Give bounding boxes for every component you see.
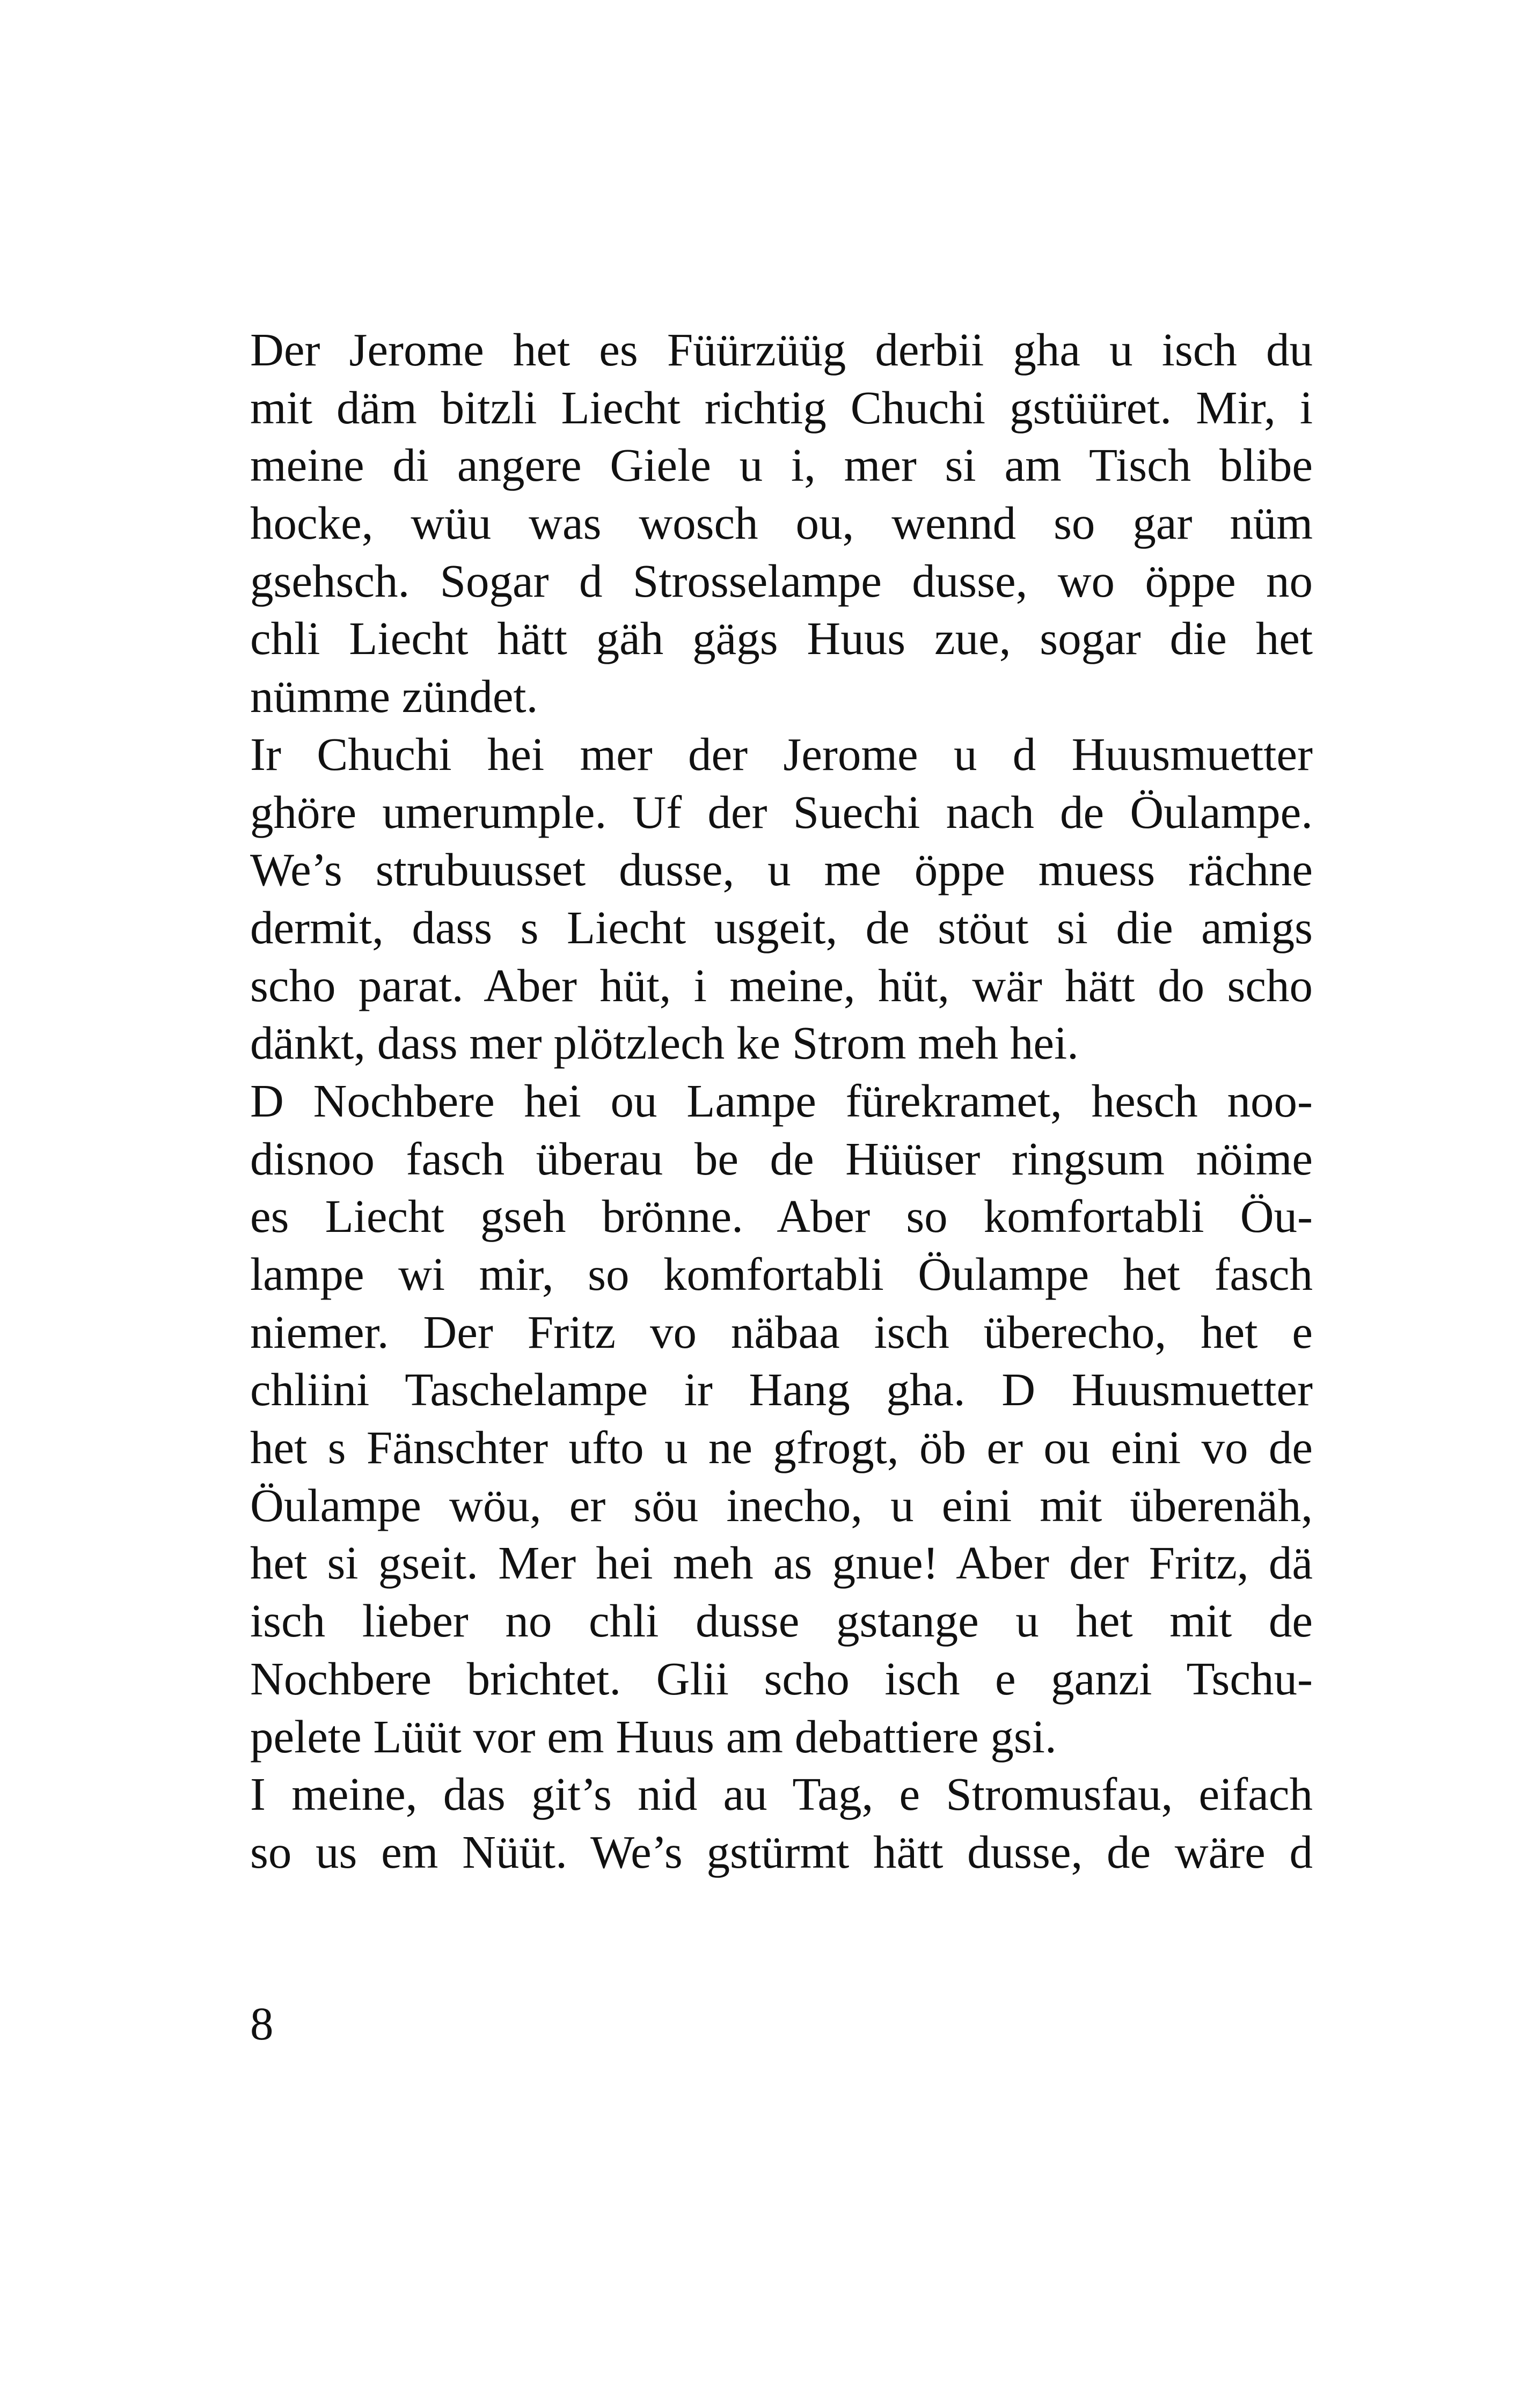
text-line: D Nochbere hei ou Lampe fürekramet, hesch noo-: [250, 1074, 1313, 1127]
text-line: Ir Chuchi hei mer der Jerome u d Huusmuetter: [250, 728, 1313, 780]
text-line: We’s strubuusset dusse, u me öppe muess rächne: [250, 843, 1313, 896]
text-line: Der Jerome het es Füürzüüg derbii gha u isch du: [250, 324, 1313, 376]
text-line: dermit, dass s Liecht usgeit, de stöut si die amigs: [250, 901, 1313, 953]
text-line: Öulampe wöu, er söu inecho, u eini mit überenäh,: [250, 1479, 1313, 1531]
body-text: [250, 321, 1313, 1881]
text-line: hocke, wüu was wosch ou, wennd so gar nüm: [250, 497, 1313, 549]
text-line: so us em Nüüt. We’s gstürmt hätt dusse, de wäre d: [250, 1825, 1313, 1878]
text-line: isch lieber no chli dusse gstange u het mit de: [250, 1595, 1313, 1647]
text-line: meine di angere Giele u i, mer si am Tisch blibe: [250, 439, 1313, 491]
text-line: dänkt, dass mer plötzlech ke Strom meh hei.: [250, 1017, 1079, 1069]
text-line: disnoo fasch überau be de Hüüser ringsum nöime: [250, 1132, 1313, 1185]
text-line: pelete Lüüt vor em Huus am debattiere gsi.: [250, 1710, 1057, 1763]
text-line: scho parat. Aber hüt, i meine, hüt, wär hätt do scho: [250, 959, 1313, 1011]
text-line: nümme zündet.: [250, 670, 538, 723]
text-line: chliini Taschelampe ir Hang gha. D Huusmuetter: [250, 1363, 1313, 1416]
text-line: Nochbere brichtet. Glii scho isch e ganzi Tschu-: [250, 1652, 1313, 1705]
text-line: gsehsch. Sogar d Strosselampe dusse, wo öppe no: [250, 554, 1313, 607]
text-line: niemer. Der Fritz vo näbaa isch überecho, het e: [250, 1305, 1313, 1358]
text-line: ghöre umerumple. Uf der Suechi nach de Öulampe.: [250, 785, 1313, 838]
text-line: het si gseit. Mer hei meh as gnue! Aber der Fritz, dä: [250, 1537, 1313, 1589]
text-line: het s Fänschter ufto u ne gfrogt, öb er ou eini vo de: [250, 1421, 1313, 1474]
text-line: chli Liecht hätt gäh gägs Huus zue, sogar die het: [250, 612, 1313, 665]
text-line: I meine, das git’s nid au Tag, e Stromusfau, eifach: [250, 1768, 1313, 1820]
text-line: es Liecht gseh brönne. Aber so komfortabli Öu-: [250, 1190, 1313, 1243]
text-line: lampe wi mir, so komfortabli Öulampe het fasch: [250, 1248, 1313, 1300]
page-number: 8: [250, 1998, 274, 2050]
text-line: mit däm bitzli Liecht richtig Chuchi gstüüret. Mir, i: [250, 381, 1313, 434]
